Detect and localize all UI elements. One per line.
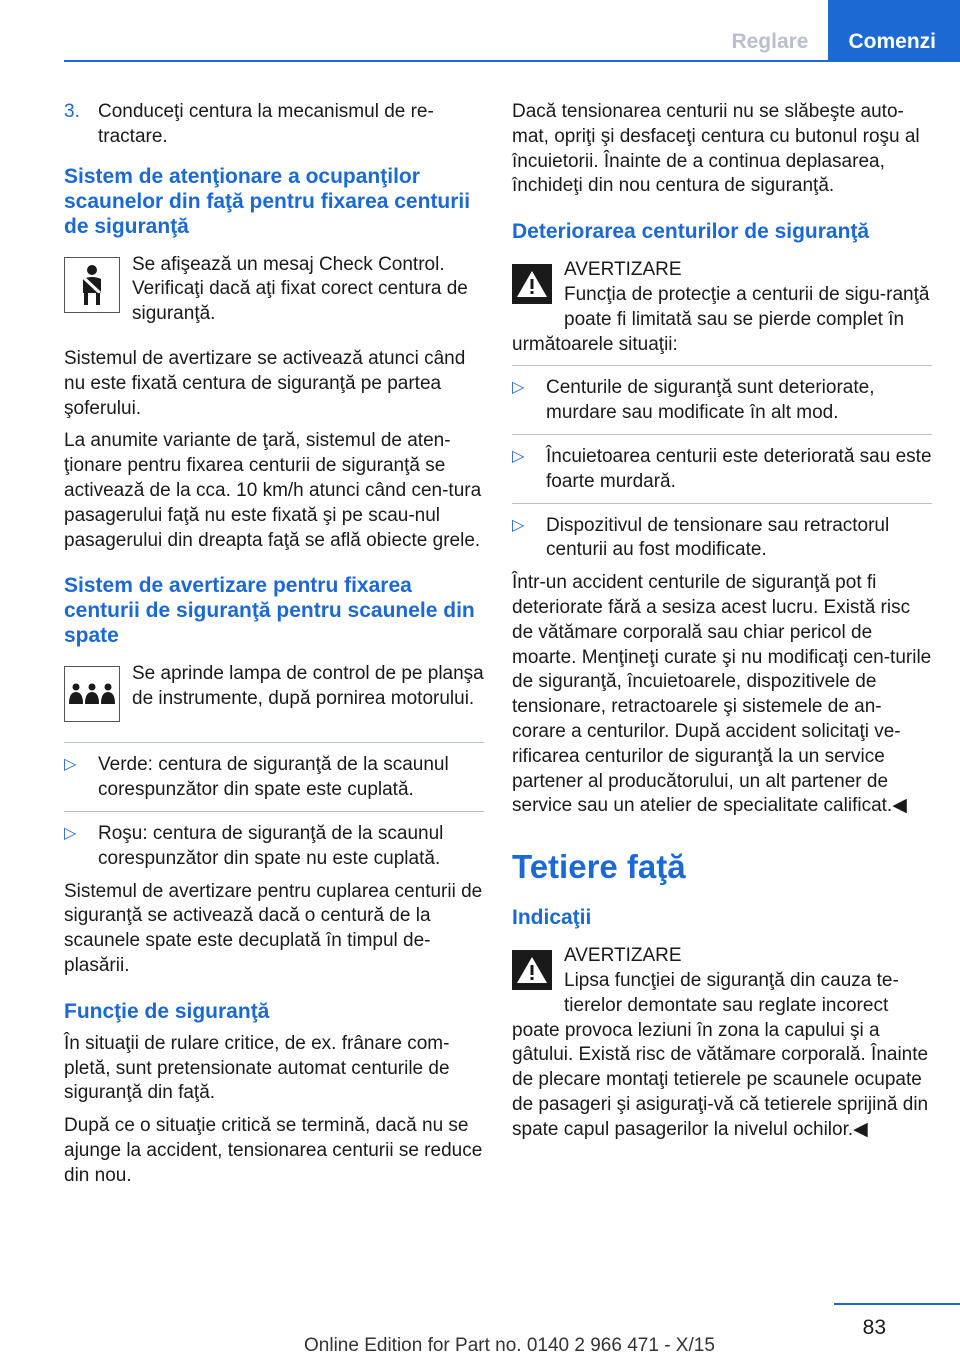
heading-front-seat-warning: Sistem de atenţionare a ocupanţilor scaunelor din faţă pentru fixarea centurii de siguranţă (64, 164, 471, 238)
triangle-bullet-icon: ▷ (64, 756, 77, 774)
step-number: 3. (64, 101, 80, 122)
numbered-step (64, 100, 484, 150)
heading-notes: Indicaţii (512, 906, 592, 930)
tab-reglare[interactable]: Reglare (731, 30, 809, 53)
divider (512, 365, 932, 366)
paragraph: Într-un accident centurile de siguranţă pot fi deteriorate fără a sesiza acest lucru. Există risc de vătămare corporală sau chiar pericol de moarte. Menţineţi curate şi nu modificaţi cen‐turile de siguranţă, încuietoarele, dispozitivele de tensionare, retractoarele şi sistemele de an‐corare a centurilor. După accident solicitaţi ve‐rificarea centurilor de siguranţă la un service partener al producătorului, un alt partener de service sau un atelier de specialitate calificat.◀ (512, 572, 932, 817)
front-indicator-text: Se afişează un mesaj Check Control. Verificaţi dacă aţi fixat corect centura de siguranţă. (132, 253, 468, 325)
header-rule (64, 60, 960, 62)
list-item (64, 822, 484, 872)
front-seatbelt-indicator (64, 253, 484, 327)
paragraph: După ce o situaţie critică se termină, dacă nu se ajunge la accident, tensionarea centurii se reduce din nou. (64, 1115, 483, 1186)
heading-rear-seat-warning: Sistem de avertizare pentru fixarea centurii de siguranţă pentru scaunele din spate (64, 574, 475, 648)
divider (512, 503, 932, 504)
tab-comenzi[interactable]: Comenzi (828, 0, 960, 60)
right-column (512, 100, 932, 1151)
warning-block (512, 258, 932, 357)
list-item-text: Centurile de siguranţă sunt deteriorate, murdare sau modificate în alt mod. (546, 377, 875, 424)
paragraph: Sistemul de avertizare pentru cuplarea centurii de siguranţă se activează dacă o centură de la scaunele spate este decuplată în timpul de‐plasării. (64, 880, 483, 976)
rear-seats-icon (64, 666, 120, 722)
list-item-text: Roşu: centura de siguranţă de la scaunul corespunzător din spate nu este cuplată. (98, 822, 444, 869)
header-tabs (711, 0, 960, 60)
left-column (64, 100, 484, 1197)
heading-front-headrests: Tetiere faţă (512, 848, 686, 886)
rear-seatbelt-indicator (64, 662, 484, 722)
paragraph: În situaţii de rulare critice, de ex. frânare com‐pletă, sunt pretensionate automat centurile de siguranţă din faţă. (64, 1032, 450, 1104)
seatbelt-icon (64, 257, 120, 313)
warning-block (512, 944, 932, 1142)
page-number: 83 (862, 1316, 886, 1339)
divider (64, 811, 484, 812)
warning-triangle-icon (512, 950, 552, 990)
edition-footer: Online Edition for Part no. 0140 2 966 471 - X/15 (304, 1335, 715, 1356)
heading-safety-function: Funcţie de siguranţă (64, 999, 270, 1023)
warning-text: Lipsa funcţiei de siguranţă din cauza te‐tierelor demontate sau reglate incorect poate provoca leziuni în zona la capului şi a gâtului. Există risc de vătămare corporală. Înainte de plecare montaţi tetierele pe scaunele ocupate de pasageri şi asiguraţi-vă că tetierele sprijină din spate capul pasagerilor la nivelul ochilor.◀ (512, 969, 929, 1140)
warning-title: AVERTIZARE (564, 945, 682, 967)
warning-text: Funcţia de protecţie a centurii de sigu‐ranţă poate fi limitată sau se pierde complet în următoarele situaţii: (512, 283, 930, 355)
triangle-bullet-icon: ▷ (512, 379, 525, 397)
divider (64, 742, 484, 743)
list-item-text: Încuietoarea centurii este deteriorată sau este foarte murdară. (546, 445, 932, 492)
list-item-text: Verde: centura de siguranţă de la scaunul corespunzător din spate este cuplată. (98, 754, 449, 801)
warning-title: AVERTIZARE (564, 259, 682, 281)
triangle-bullet-icon: ▷ (512, 447, 525, 465)
divider (512, 434, 932, 435)
list-item-text: Dispozitivul de tensionare sau retractorul centurii au fost modificate. (546, 514, 890, 561)
paragraph: Sistemul de avertizare se activează atunci când nu este fixată centura de siguranţă pe partea şoferului. (64, 347, 466, 419)
heading-belt-damage: Deteriorarea centurilor de siguranţă (512, 220, 870, 244)
paragraph: La anumite variante de ţară, sistemul de aten‐ţionare pentru fixarea centurii de siguranţă se activează de la cca. 10 km/h atunci când cen‐tura pasagerului faţă nu este fixată şi pe scau‐nul pasagerului din dreapta faţă se află obiecte grele. (64, 430, 482, 551)
triangle-bullet-icon: ▷ (512, 516, 525, 534)
list-item (64, 753, 484, 803)
footer-rule (834, 1303, 960, 1305)
warning-triangle-icon (512, 264, 552, 304)
step-text: Conduceţi centura la mecanismul de re‐tractare. (98, 101, 434, 147)
list-item (512, 514, 932, 564)
triangle-bullet-icon: ▷ (64, 824, 77, 842)
list-item (512, 376, 932, 426)
list-item (512, 445, 932, 495)
rear-indicator-text: Se aprinde lampa de control de pe planşa de instrumente, după pornirea motorului. (132, 663, 484, 710)
paragraph: Dacă tensionarea centurii nu se slăbeşte auto‐mat, opriţi şi desfaceţi centura cu butonul roşu al încuietorii. Înainte de a continua deplasarea, închideţi din nou centura de siguranţă. (512, 101, 920, 197)
